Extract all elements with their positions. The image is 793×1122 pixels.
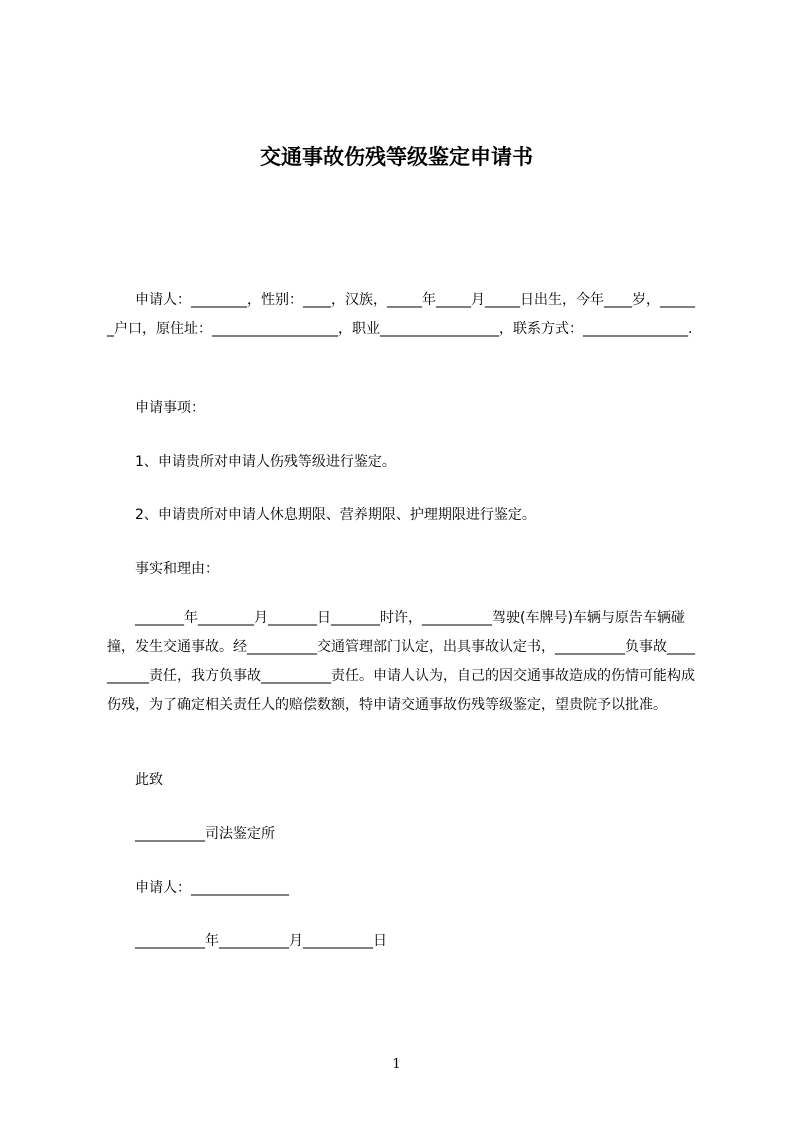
facts-heading: 事实和理由：: [135, 561, 219, 577]
request-item-2: 2、申请贵所对申请人休息期限、营养期限、护理期限进行鉴定。: [135, 507, 536, 523]
date-line: __________年__________月__________日: [135, 933, 387, 949]
request-item-1: 1、申请贵所对申请人伤残等级进行鉴定。: [135, 454, 396, 470]
recipient-line: __________司法鉴定所: [135, 826, 275, 842]
salutation: 此致: [135, 772, 163, 788]
applicant-info-paragraph: 申请人：________，性别：____，汉族，_____年_____月_____日出生，今年____岁，______户口，原住址：__________________，职业_________________，联系方式：_______________.: [107, 292, 695, 337]
document-title: 交通事故伤残等级鉴定申请书: [260, 145, 533, 169]
facts-paragraph: _______年________月_______日_______时许，__________驾驶(车牌号)车辆与原告车辆碰撞，发生交通事故。经__________交通管理部门认定，出具事故认定书，__________负事故__________责任，我方负事故__________责任。申请人认为，自己的因交通事故造成的伤情可能构成伤残，为了确定相关责任人的赔偿数额，特申请交通事故伤残等级鉴定，望贵院予以批准。: [107, 610, 695, 713]
page-number: 1: [392, 1057, 401, 1072]
items-heading: 申请事项：: [135, 400, 205, 416]
signature-line: 申请人：______________: [135, 880, 289, 896]
